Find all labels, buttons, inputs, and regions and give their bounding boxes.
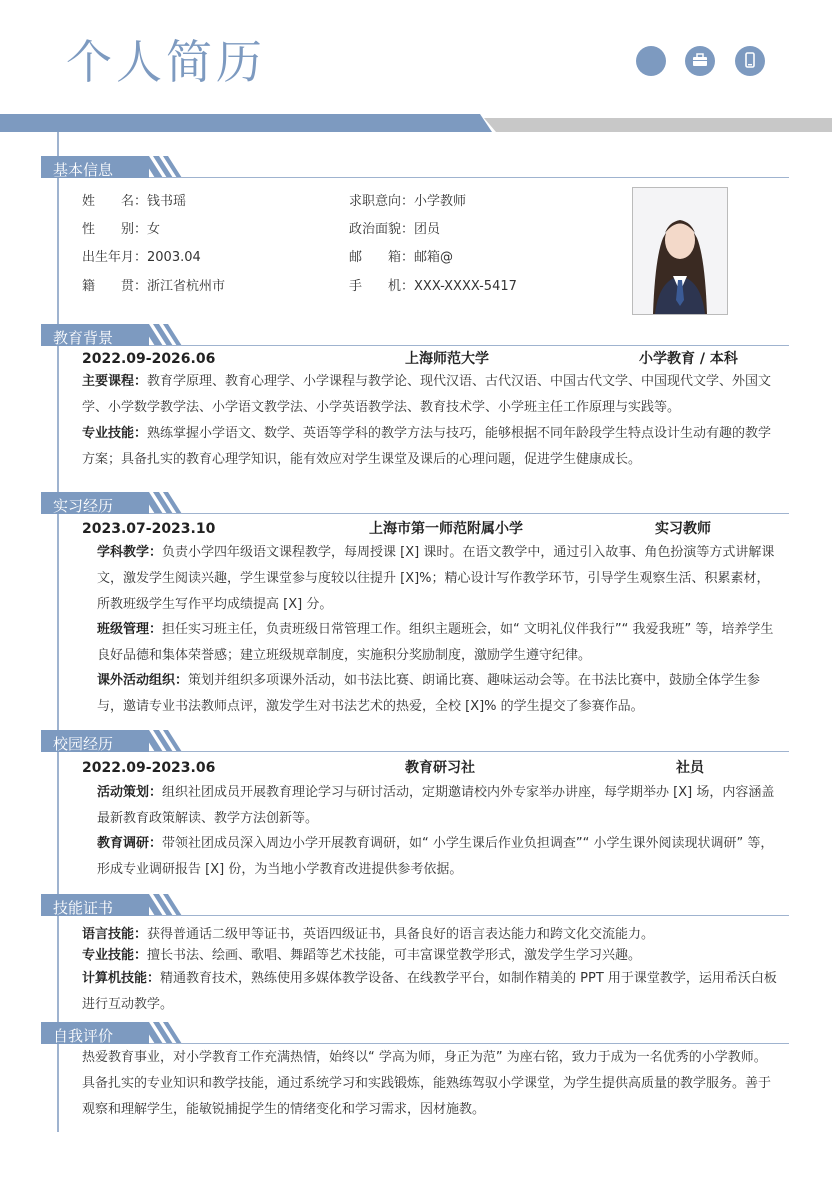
- field-label: 性 别：: [82, 222, 148, 237]
- field-label: 姓 名：: [82, 194, 148, 209]
- item-text: 获得普通话二级甲等证书，英语四级证书，具备良好的语言表达能力和跨文化交流能力。: [147, 927, 655, 942]
- field-label: 求职意向：: [349, 194, 415, 209]
- campus-item: [97, 831, 777, 883]
- education-major: 小学教育 / 本科: [639, 351, 738, 367]
- section-rule: [149, 751, 789, 752]
- section-campus: [41, 724, 789, 752]
- stripes-decoration: [141, 730, 191, 752]
- name-row: [82, 193, 186, 211]
- internship-date: 2023.07-2023.10: [82, 521, 216, 537]
- item-text: 精通教育技术，熟练使用多媒体教学设备、在线教学平台，如制作精美的 PPT 用于课堂教学，运用希沃白板进行互动教学。: [82, 971, 777, 1012]
- skills-text: 熟练掌握小学语文、数学、英语等学科的教学方法与技巧，能够根据不同年龄段学生特点设计生动有趣的教学方案；具备扎实的教育心理学知识，能有效应对学生课堂及课后的心理问题，促进学生健康成长。: [82, 426, 772, 467]
- profile-photo: [632, 187, 728, 315]
- phone-row: [349, 278, 517, 296]
- education-skills: [82, 421, 772, 473]
- header-bar-accent: [0, 114, 492, 132]
- section-rule: [149, 915, 789, 916]
- birth-value: 2003.04: [147, 250, 201, 265]
- job-row: [349, 193, 466, 211]
- gender-row: [82, 221, 160, 239]
- section-rule: [149, 345, 789, 346]
- internship-org: 上海市第一师范附属小学: [369, 521, 523, 537]
- politics-value: 团员: [414, 222, 441, 237]
- item-label: 教育调研：: [97, 836, 163, 851]
- courses-label: 主要课程：: [82, 374, 148, 389]
- item-label: 班级管理：: [97, 622, 163, 637]
- campus-org: 教育研习社: [405, 760, 475, 776]
- section-title: 自我评价: [41, 1022, 149, 1044]
- native-row: [82, 278, 225, 296]
- skill-item: [82, 966, 777, 1018]
- section-rule: [149, 513, 789, 514]
- education-date: 2022.09-2026.06: [82, 351, 216, 367]
- internship-item: [97, 540, 777, 618]
- field-label: 政治面貌：: [349, 222, 415, 237]
- stripes-decoration: [141, 894, 191, 916]
- section-title: 技能证书: [41, 894, 149, 916]
- section-self-eval: [41, 1016, 789, 1044]
- phone-icon: [735, 46, 765, 76]
- education-courses: [82, 369, 772, 421]
- email-value: 邮箱@: [414, 250, 454, 265]
- item-text: 策划并组织多项课外活动，如书法比赛、朗诵比赛、趣味运动会等。在书法比赛中，鼓励全体学生参与，邀请专业书法教师点评，激发学生对书法艺术的热爱，全校 [X]% 的学生提交了参赛作品。: [97, 673, 761, 714]
- courses-text: 教育学原理、教育心理学、小学课程与教学论、现代汉语、古代汉语、中国古代文学、中国现代文学、外国文学、小学数学教学法、小学语文教学法、小学英语教学法、教育技术学、小学班主任工作原理与实践等。: [82, 374, 772, 415]
- section-title: 实习经历: [41, 492, 149, 514]
- campus-item: [97, 780, 777, 832]
- native-value: 浙江省杭州市: [147, 279, 226, 294]
- field-label: 籍 贯：: [82, 279, 148, 294]
- header-bar-gray: [484, 118, 832, 132]
- self-eval-text: 热爱教育事业，对小学教育工作充满热情，始终以“ 学高为师，身正为范” 为座右铭，致力于成为一名优秀的小学教师。具备扎实的专业知识和教学技能，通过系统学习和实践锻炼，能熟练驾驭小学课堂，为学生提供高质量的教学服务。善于观察和理解学生，能敏锐捕捉学生的情绪变化和学习需求，因材施教。: [82, 1050, 772, 1117]
- internship-item: [97, 668, 777, 720]
- section-internship: [41, 486, 789, 514]
- internship-role: 实习教师: [655, 521, 711, 537]
- campus-role: 社员: [676, 760, 704, 776]
- email-row: [349, 249, 453, 267]
- item-text: 负责小学四年级语文课程教学，每周授课 [X] 课时。在语文教学中，通过引入故事、角色扮演等方式讲解课文，激发学生阅读兴趣，学生课堂参与度较以往提升 [X]%；精心设计写作教学环节，引导学生观察生活、积累素材，所教班级学生写作平均成绩提高 [X] 分。: [97, 545, 775, 612]
- timeline-line: [57, 132, 59, 1132]
- item-text: 担任实习班主任，负责班级日常管理工作。组织主题班会，如“ 文明礼仪伴我行”“ 我爱我班” 等，培养学生良好品德和集体荣誉感；建立班级规章制度，实施积分奖励制度，激励学生遵守纪律。: [97, 622, 774, 663]
- page-title: 个人简历: [66, 35, 266, 89]
- section-title: 校园经历: [41, 730, 149, 752]
- field-label: 邮 箱：: [349, 250, 415, 265]
- politics-row: [349, 221, 440, 239]
- section-skills: [41, 888, 789, 916]
- name-value: 钱书瑶: [147, 194, 187, 209]
- section-basic-info: [41, 150, 789, 178]
- field-label: 出生年月：: [82, 250, 148, 265]
- item-label: 专业技能：: [82, 948, 148, 963]
- gender-value: 女: [147, 222, 161, 237]
- birth-row: [82, 249, 201, 267]
- stripes-decoration: [141, 1022, 191, 1044]
- item-label: 学科教学：: [97, 545, 163, 560]
- item-label: 计算机技能：: [82, 971, 161, 986]
- person-icon: [636, 46, 666, 76]
- stripes-decoration: [141, 492, 191, 514]
- section-rule: [149, 177, 789, 178]
- item-label: 课外活动组织：: [97, 673, 189, 688]
- item-label: 语言技能：: [82, 927, 148, 942]
- phone-value: XXX-XXXX-5417: [414, 279, 517, 294]
- item-text: 擅长书法、绘画、歌唱、舞蹈等艺术技能，可丰富课堂教学形式，激发学生学习兴趣。: [147, 948, 642, 963]
- section-education: [41, 318, 789, 346]
- stripes-decoration: [141, 324, 191, 346]
- job-value: 小学教师: [414, 194, 467, 209]
- briefcase-icon: [685, 46, 715, 76]
- item-label: 活动策划：: [97, 785, 163, 800]
- education-school: 上海师范大学: [405, 351, 489, 367]
- section-title: 教育背景: [41, 324, 149, 346]
- section-rule: [149, 1043, 789, 1044]
- skills-label: 专业技能：: [82, 426, 148, 441]
- campus-date: 2022.09-2023.06: [82, 760, 216, 776]
- field-label: 手 机：: [349, 279, 415, 294]
- section-title: 基本信息: [41, 156, 149, 178]
- stripes-decoration: [141, 156, 191, 178]
- item-text: 带领社团成员深入周边小学开展教育调研，如“ 小学生课后作业负担调查”“ 小学生课外阅读现状调研” 等，形成专业调研报告 [X] 份，为当地小学教育改进提供参考依据。: [97, 836, 774, 877]
- internship-item: [97, 617, 777, 669]
- item-text: 组织社团成员开展教育理论学习与研讨活动，定期邀请校内外专家举办讲座，每学期举办 [X] 场，内容涵盖最新教育政策解读、教学方法创新等。: [97, 785, 775, 826]
